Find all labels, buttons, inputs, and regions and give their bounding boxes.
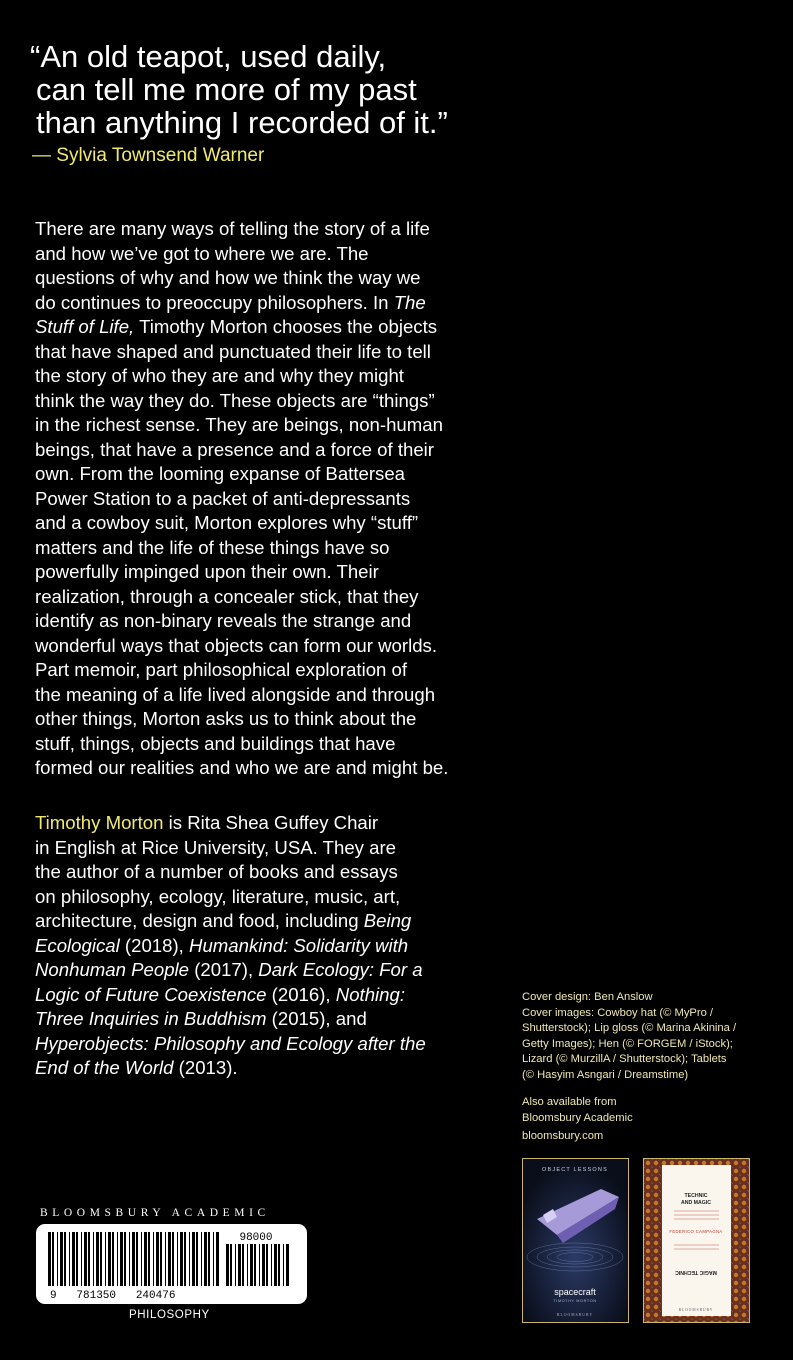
barcode-bar <box>64 1232 66 1286</box>
quote-line-1: “An old teapot, used daily, <box>30 39 387 74</box>
work-title-italic: Logic of Future Coexistence <box>35 983 267 1005</box>
barcode-bar <box>254 1244 256 1286</box>
barcode-addon-bars <box>226 1244 289 1286</box>
blurb-line: questions of why and how we think the way we <box>35 267 421 288</box>
barcode-bar <box>196 1232 198 1286</box>
barcode-bar <box>216 1232 219 1286</box>
attribution-name: Sylvia Townsend Warner <box>56 145 265 166</box>
technic-magic-cover-art <box>644 1159 749 1322</box>
blurb-line: the story of who they are and why they might <box>35 365 404 386</box>
blurb-line: Power Station to a packet of anti-depressants <box>35 487 411 509</box>
barcode-bar <box>160 1232 162 1286</box>
bio-line: the author of a number of books and essays <box>35 861 398 882</box>
barcode-bar <box>189 1232 190 1286</box>
publisher-website: bloomsbury.com <box>522 1130 604 1142</box>
bio-text: (2015), and <box>266 1008 367 1029</box>
book-publisher: BLOOMSBURY <box>678 1308 714 1312</box>
barcode-bar <box>235 1244 236 1286</box>
also-available-line: Also available from <box>522 1096 617 1108</box>
barcode-graphic <box>36 1224 307 1304</box>
barcode-bar <box>262 1244 265 1286</box>
book-cover-spacecraft <box>522 1158 629 1323</box>
barcode-bar <box>230 1244 232 1286</box>
credit-line: Cover images: Cowboy hat (© MyPro / <box>522 1006 714 1019</box>
attribution-dash: — <box>32 145 51 166</box>
series-name: OBJECT LESSONS <box>542 1167 608 1173</box>
barcode-bar <box>266 1244 268 1286</box>
bio-line <box>35 909 505 934</box>
barcode-bar <box>238 1244 241 1286</box>
barcode-bar <box>274 1244 277 1286</box>
barcode-bar <box>286 1244 289 1286</box>
barcode-bar <box>148 1232 150 1286</box>
blurb-line: wonderful ways that objects can form our worlds. <box>35 634 438 656</box>
blurb-line: beings, that have a presence and a force of their <box>35 438 434 460</box>
barcode-bar <box>120 1232 123 1286</box>
barcode-bar <box>57 1232 58 1286</box>
book-title-italic: The <box>393 291 426 313</box>
barcode-bar <box>108 1232 111 1286</box>
bio-line <box>35 958 505 983</box>
bio-line <box>35 983 505 1008</box>
quote-line-2: can tell me more of my past <box>36 72 417 107</box>
barcode-bar <box>177 1232 178 1286</box>
blurb-line: the meaning of a life lived alongside and through <box>35 683 436 705</box>
blurb-text: do continues to preoccupy philosophers. In <box>35 291 394 313</box>
barcode-bar <box>96 1232 99 1286</box>
isbn-number: 9 781350 240476 <box>50 1290 176 1302</box>
barcode-bar <box>84 1232 87 1286</box>
barcode-addon-number: 98000 <box>239 1232 273 1244</box>
barcode-bar <box>172 1232 174 1286</box>
barcode-bar <box>136 1232 138 1286</box>
barcode-bar <box>213 1232 214 1286</box>
book-publisher: BLOOMSBURY <box>556 1313 594 1317</box>
cover-credits <box>522 990 782 1083</box>
book-title-line-1: TECHNIC <box>684 1193 708 1199</box>
work-title-italic: Dark Ecology: For a <box>258 959 423 980</box>
also-available <box>522 1095 633 1126</box>
barcode-bar <box>112 1232 114 1286</box>
subject-category: PHILOSOPHY <box>129 1309 210 1321</box>
barcode-bar <box>48 1232 51 1286</box>
barcode-bar <box>141 1232 142 1286</box>
author-name: Timothy Morton <box>35 812 164 833</box>
bio-line <box>35 1032 505 1057</box>
credit-line: Lizard (© MurzillA / Shutterstock); Tablets <box>522 1053 727 1065</box>
blurb-line: and a cowboy suit, Morton explores why “stuff” <box>35 512 419 533</box>
work-title-italic: Hyperobjects: Philosophy and Ecology after the <box>35 1032 426 1054</box>
blurb-line: realization, through a concealer stick, that they <box>35 585 419 607</box>
book-title: spacecraft <box>554 1287 596 1297</box>
barcode-bar <box>100 1232 102 1286</box>
blurb-line: own. From the looming expanse of Battersea <box>35 463 406 484</box>
barcode-bar <box>153 1232 154 1286</box>
book-author: TIMOTHY MORTON <box>553 1299 597 1303</box>
blurb-line: formed our realities and who we are and might be. <box>35 757 449 778</box>
barcode-bar <box>72 1232 75 1286</box>
work-title-italic: Nothing: <box>335 983 406 1005</box>
barcode-bar <box>76 1232 78 1286</box>
blurb-line <box>35 291 505 316</box>
barcode-bar <box>105 1232 106 1286</box>
barcode-bar <box>93 1232 94 1286</box>
barcode-bar <box>124 1232 126 1286</box>
barcode-bar <box>69 1232 70 1286</box>
quote-attribution <box>30 145 550 167</box>
barcode-bar <box>168 1232 171 1286</box>
book-description <box>35 217 505 781</box>
work-title-italic: Being <box>363 910 412 931</box>
blurb-line <box>35 315 505 340</box>
barcode-bar <box>192 1232 195 1286</box>
bio-line <box>35 811 505 836</box>
spacecraft-cover-art <box>523 1159 628 1322</box>
blurb-line: that have shaped and punctuated their life to tell <box>35 340 431 362</box>
credit-line: Shutterstock); Lip gloss (© Marina Akinina / <box>522 1022 737 1034</box>
barcode-bar <box>60 1232 63 1286</box>
barcode-bar <box>259 1244 260 1286</box>
credit-line: (© Hasyim Asngari / Dreamstime) <box>522 1068 689 1081</box>
credit-line: Cover design: Ben Anslow <box>522 991 653 1003</box>
barcode-bar <box>208 1232 210 1286</box>
epigraph-quote <box>30 40 550 167</box>
blurb-line: There are many ways of telling the story of a life <box>35 218 430 239</box>
bio-text: is Rita Shea Guffey Chair <box>163 812 379 833</box>
bio-line: on philosophy, ecology, literature, music, art, <box>35 885 401 907</box>
barcode-bar <box>144 1232 147 1286</box>
barcode-bar <box>117 1232 118 1286</box>
blurb-line: stuff, things, objects and buildings that have <box>35 732 396 754</box>
work-title-italic: End of the World <box>35 1057 174 1078</box>
barcode-bar <box>278 1244 280 1286</box>
barcode-bar <box>283 1244 284 1286</box>
book-title-line-2: AND MAGIC <box>681 1200 711 1206</box>
blurb-line: powerfully impinged upon their own. Their <box>35 561 379 582</box>
isbn-barcode <box>36 1224 307 1304</box>
bio-line <box>35 934 505 959</box>
work-title-italic: Nonhuman People <box>35 959 190 980</box>
blurb-line: and how we’ve got to where we are. The <box>35 242 369 264</box>
barcode-bar <box>242 1244 244 1286</box>
barcode-bar <box>129 1232 130 1286</box>
barcode-bar <box>247 1244 248 1286</box>
author-bio <box>35 811 505 1081</box>
barcode-bar <box>271 1244 272 1286</box>
blurb-line: matters and the life of these things have so <box>35 536 390 558</box>
barcode-bar <box>226 1244 229 1286</box>
barcode-bar <box>180 1232 183 1286</box>
blurb-line: think the way they do. These objects are “things” <box>35 389 435 411</box>
barcode-bar <box>184 1232 186 1286</box>
work-title-italic: Three Inquiries in Buddhism <box>35 1008 267 1029</box>
bio-text: (2018), <box>119 934 190 956</box>
blurb-line: identify as non-binary reveals the strange and <box>35 610 412 631</box>
bio-line: in English at Rice University, USA. They are <box>35 836 396 858</box>
barcode-bar <box>204 1232 207 1286</box>
blurb-line: other things, Morton asks us to think about the <box>35 708 417 729</box>
barcode-bar <box>201 1232 202 1286</box>
bio-text: architecture, design and food, including <box>35 910 364 931</box>
book-title-italic: Stuff of Life, <box>35 316 135 337</box>
book-author: FEDERICO CAMPAGNA <box>669 1229 723 1234</box>
blurb-line: in the richest sense. They are beings, non-human <box>35 414 443 435</box>
credit-line: Getty Images); Hen (© FORGEM / iStock); <box>522 1037 733 1050</box>
publisher-name: BLOOMSBURY ACADEMIC <box>40 1207 270 1219</box>
barcode-bar <box>88 1232 90 1286</box>
barcode-bar <box>165 1232 166 1286</box>
bio-line <box>35 1056 505 1081</box>
work-title-italic: Humankind: Solidarity with <box>189 934 409 956</box>
barcode-bar <box>132 1232 135 1286</box>
work-title-italic: Ecological <box>35 934 120 956</box>
book-cover-technic-and-magic <box>643 1158 750 1323</box>
bio-line <box>35 1007 505 1032</box>
blurb-line: Part memoir, part philosophical exploration of <box>35 659 408 680</box>
barcode-bar <box>250 1244 253 1286</box>
quote-line-3: than anything I recorded of it.” <box>36 105 448 140</box>
bio-text: (2013). <box>173 1057 238 1078</box>
barcode-main-bars <box>48 1232 219 1286</box>
barcode-bar <box>156 1232 159 1286</box>
barcode-bar <box>52 1232 54 1286</box>
blurb-text: Timothy Morton chooses the objects <box>134 316 438 337</box>
also-available-line: Bloomsbury Academic <box>522 1111 633 1124</box>
bio-text: (2016), <box>266 983 336 1005</box>
barcode-bar <box>81 1232 82 1286</box>
bio-text: (2017), <box>189 959 259 980</box>
mirrored-title: MAGIC TECHNIC <box>675 1269 717 1275</box>
